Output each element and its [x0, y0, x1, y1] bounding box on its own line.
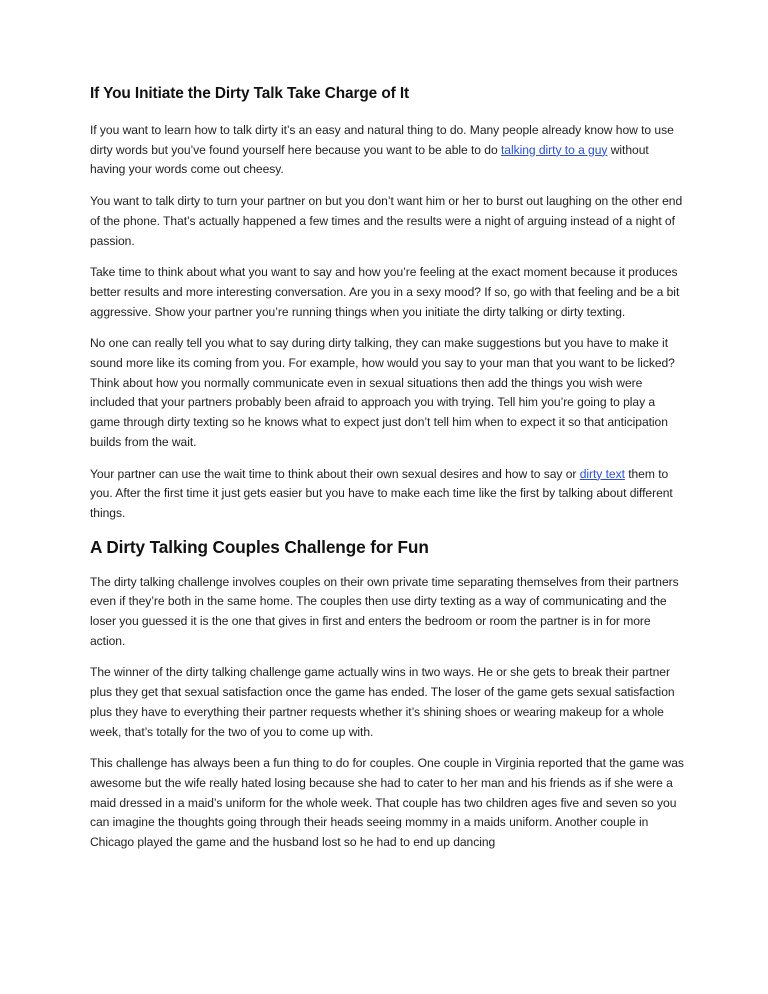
paragraph-challenge-intro: The dirty talking challenge involves couples on their own private time separating themselves from their partners even if they’re both in the same home. The couples then use dirty texting as a way of communicating and the loser you guessed it is the one that gives in first and enters the bedroom or room the partner is in for more action. [90, 574, 679, 648]
paragraph-wait-time-text-end: them to you. After the first time it just gets easier but you have to make each time like the first by talking about different things. [90, 466, 673, 520]
dirty-text-link[interactable]: dirty text [579, 466, 625, 481]
paragraph-intro-text-start: If you want to learn how to talk dirty it’s an easy and natural thing to do. Many people already know how to use dirty words but you’ve found yourself here because you want to be able to do [90, 123, 674, 157]
document-page [90, 84, 686, 865]
paragraph-wait-time [90, 465, 686, 524]
paragraph-no-one-can-tell: No one can really tell you what to say during dirty talking, they can make suggestions but you have to make it sound more like its coming from you. For example, how would you say to your man that you want to be licked? Think about how you normally communicate even in sexual situations then add the things you wish were included that your partners probably been afraid to approach you with trying. Tell him you’re going to play a game through dirty texting so he knows what to expect just don’t tell him when to expect it so that anticipation builds from the wait. [90, 336, 675, 449]
paragraph-turn-partner-on: You want to talk dirty to turn your partner on but you don’t want him or her to burst out laughing on the other end of the phone. That’s actually happened a few times and the results were a night of arguing instead of a night of passion. [90, 194, 683, 248]
paragraph-take-time: Take time to think about what you want to say and how you’re feeling at the exact moment because it produces better results and more interesting conversation. Are you in a sexy mood? If so, go with that feeling and be a bit aggressive. Show your partner you’re running things when you initiate the dirty talking or dirty texting. [90, 265, 680, 319]
paragraph-intro [90, 121, 686, 180]
paragraph-winner: The winner of the dirty talking challenge game actually wins in two ways. He or she gets to break their partner plus they get that sexual satisfaction once the game has ended. The loser of the game gets sexual satisfaction plus they have to everything their partner requests whether it’s shining shoes or wearing makeup for a whole week, that’s totally for the two of you to come up with. [90, 665, 675, 739]
paragraph-virginia-couple: This challenge has always been a fun thing to do for couples. One couple in Virginia reported that the game was awesome but the wife really hated losing because she had to cater to her man and his friends as if she were a maid dressed in a maid’s uniform for the whole week. That couple has two children ages five and seven so you can imagine the thoughts going through their heads seeing mommy in a maids uniform. Another couple in Chicago played the game and the husband lost so he had to end up dancing [90, 756, 684, 850]
talking-dirty-to-a-guy-link[interactable]: talking dirty to a guy [500, 142, 608, 157]
section-heading-initiate: If You Initiate the Dirty Talk Take Charge of It [90, 85, 410, 102]
section-heading-challenge: A Dirty Talking Couples Challenge for Fun [90, 536, 429, 557]
paragraph-wait-time-text-start: Your partner can use the wait time to think about their own sexual desires and how to say or [90, 466, 580, 481]
paragraph-intro-text-end: without having your words come out cheesy. [90, 142, 649, 177]
